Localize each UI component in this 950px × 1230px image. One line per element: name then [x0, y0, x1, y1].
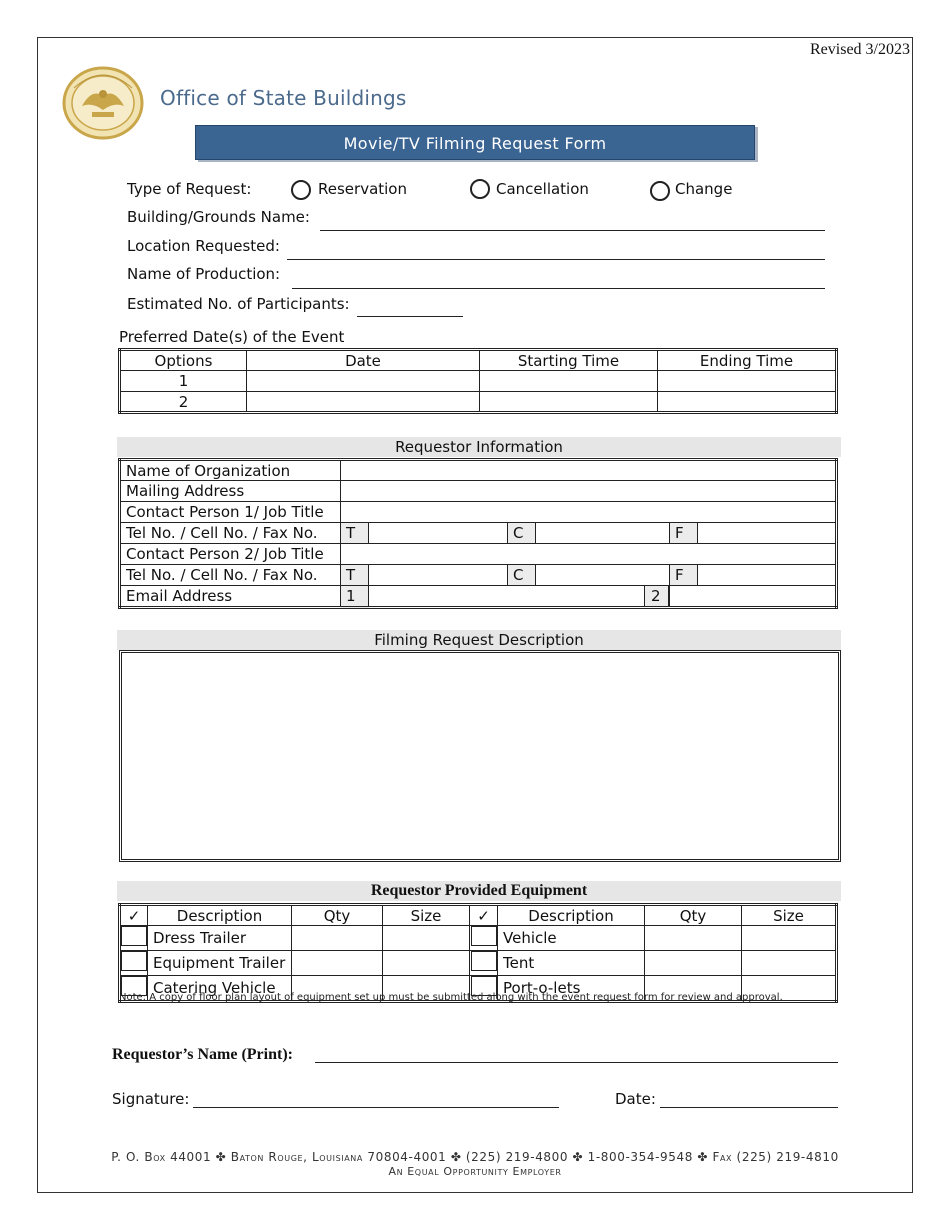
- equip-item-equipment-trailer: Equipment Trailer: [148, 951, 292, 976]
- revised-date: Revised 3/2023: [810, 41, 910, 58]
- email-label: Email Address: [120, 586, 341, 608]
- table-row: [120, 544, 837, 565]
- table-row: [120, 392, 837, 413]
- equip-header-desc-right: Description: [498, 905, 645, 926]
- tel1-f-field[interactable]: [698, 523, 837, 544]
- end-time-cell[interactable]: [658, 392, 837, 413]
- radio-change-label: Change: [675, 180, 733, 198]
- contact1-label: Contact Person 1/ Job Title: [120, 502, 341, 523]
- signature-label: Signature:: [112, 1090, 190, 1108]
- tel1-c-letter: C: [508, 523, 536, 544]
- equip-item-tent: Tent: [498, 951, 645, 976]
- table-row: [120, 481, 837, 502]
- mailing-label: Mailing Address: [120, 481, 341, 502]
- description-section-label: Filming Request Description: [117, 630, 841, 650]
- email-2-field[interactable]: [670, 586, 837, 608]
- equip-header-qty-right: Qty: [645, 905, 742, 926]
- mailing-field[interactable]: [341, 481, 837, 502]
- dates-section-label: Preferred Date(s) of the Event: [119, 328, 345, 346]
- table-row: [120, 371, 837, 392]
- tel2-c-letter: C: [508, 565, 536, 586]
- office-name: Office of State Buildings: [160, 86, 407, 110]
- tel2-f-letter: F: [670, 565, 698, 586]
- equip-header-qty-left: Qty: [292, 905, 383, 926]
- table-row: [120, 951, 837, 976]
- tel1-f-letter: F: [670, 523, 698, 544]
- tel2-t-letter: T: [341, 565, 369, 586]
- table-row: [120, 460, 837, 481]
- contact2-field[interactable]: [341, 544, 837, 565]
- checkbox-vehicle[interactable]: [471, 926, 497, 946]
- qty-cell[interactable]: [645, 926, 742, 951]
- org-field[interactable]: [341, 460, 837, 481]
- equipment-note: Note: A copy of floor plan layout of equipment set up must be submitted along with the event request form for review and approval.: [119, 992, 783, 1003]
- dates-option-2: 2: [120, 392, 247, 413]
- equip-header-size-right: Size: [742, 905, 837, 926]
- check-header-icon: ✓: [120, 905, 148, 926]
- tel2-label: Tel No. / Cell No. / Fax No.: [120, 565, 341, 586]
- location-label: Location Requested:: [127, 237, 280, 255]
- qty-cell[interactable]: [645, 951, 742, 976]
- footer-address: P. O. Box 44001 ✤ Baton Rouge, Louisiana 70804-4001 ✤ (225) 219-4800 ✤ 1-800-354-9548 ✤ Fax (225) 219-4810: [111, 1150, 839, 1164]
- building-label: Building/Grounds Name:: [127, 208, 310, 226]
- checkbox-tent[interactable]: [471, 951, 497, 971]
- tel2-t-field[interactable]: [369, 565, 508, 586]
- equip-header-desc-left: Description: [148, 905, 292, 926]
- signature-field[interactable]: [193, 1107, 559, 1108]
- equip-item-dress-trailer: Dress Trailer: [148, 926, 292, 951]
- check-header-icon: ✓: [470, 905, 498, 926]
- form-title: Movie/TV Filming Request Form: [195, 125, 755, 160]
- description-textarea[interactable]: [119, 650, 841, 862]
- radio-reservation-label: Reservation: [318, 180, 407, 198]
- contact1-field[interactable]: [341, 502, 837, 523]
- participants-field[interactable]: [357, 316, 463, 317]
- type-of-request-label: Type of Request:: [127, 180, 252, 198]
- tel2-c-field[interactable]: [536, 565, 670, 586]
- location-field[interactable]: [287, 259, 825, 260]
- size-cell[interactable]: [742, 951, 837, 976]
- equip-item-catering-vehicle: Catering Vehicle: [148, 976, 292, 1002]
- date-label: Date:: [615, 1090, 656, 1108]
- table-row: [120, 523, 837, 544]
- dates-header-start: Starting Time: [480, 350, 658, 371]
- building-field[interactable]: [320, 230, 825, 231]
- date-cell[interactable]: [247, 371, 480, 392]
- requestor-table: [118, 458, 838, 609]
- date-field[interactable]: [660, 1107, 838, 1108]
- size-cell[interactable]: [383, 951, 470, 976]
- production-field[interactable]: [292, 288, 825, 289]
- equip-item-vehicle: Vehicle: [498, 926, 645, 951]
- tel1-c-field[interactable]: [536, 523, 670, 544]
- state-seal-icon: [62, 66, 144, 140]
- size-cell[interactable]: [742, 926, 837, 951]
- checkbox-dress-trailer[interactable]: [121, 926, 147, 946]
- qty-cell[interactable]: [292, 926, 383, 951]
- start-time-cell[interactable]: [480, 392, 658, 413]
- table-row: [120, 926, 837, 951]
- equip-header-size-left: Size: [383, 905, 470, 926]
- equipment-section-label: Requestor Provided Equipment: [117, 881, 841, 901]
- email-2-letter: 2: [644, 586, 669, 606]
- radio-cancellation-label: Cancellation: [496, 180, 589, 198]
- checkbox-equipment-trailer[interactable]: [121, 951, 147, 971]
- production-label: Name of Production:: [127, 265, 281, 283]
- dates-header-date: Date: [247, 350, 480, 371]
- table-row: [120, 586, 837, 608]
- requestor-section-label: Requestor Information: [117, 437, 841, 457]
- dates-table: [118, 348, 838, 414]
- footer-eoe: An Equal Opportunity Employer: [388, 1165, 562, 1178]
- radio-cancellation[interactable]: [470, 179, 490, 199]
- org-label: Name of Organization: [120, 460, 341, 481]
- table-row: [120, 502, 837, 523]
- end-time-cell[interactable]: [658, 371, 837, 392]
- size-cell[interactable]: [383, 926, 470, 951]
- participants-label: Estimated No. of Participants:: [127, 295, 350, 313]
- tel1-label: Tel No. / Cell No. / Fax No.: [120, 523, 341, 544]
- equip-item-port-o-lets: Port-o-lets: [498, 976, 645, 1002]
- table-row: [120, 565, 837, 586]
- date-cell[interactable]: [247, 392, 480, 413]
- email-1-letter: 1: [341, 586, 369, 608]
- requestor-name-label: Requestor’s Name (Print):: [112, 1046, 293, 1063]
- equipment-table: [118, 903, 838, 1003]
- email-1-field[interactable]: [369, 586, 670, 608]
- radio-reservation[interactable]: [291, 180, 311, 200]
- contact2-label: Contact Person 2/ Job Title: [120, 544, 341, 565]
- tel1-t-field[interactable]: [369, 523, 508, 544]
- start-time-cell[interactable]: [480, 371, 658, 392]
- dates-header-end: Ending Time: [658, 350, 837, 371]
- tel2-f-field[interactable]: [698, 565, 837, 586]
- tel1-t-letter: T: [341, 523, 369, 544]
- dates-option-1: 1: [120, 371, 247, 392]
- requestor-name-field[interactable]: [315, 1062, 838, 1063]
- qty-cell[interactable]: [292, 951, 383, 976]
- dates-header-options: Options: [120, 350, 247, 371]
- radio-change[interactable]: [650, 181, 670, 201]
